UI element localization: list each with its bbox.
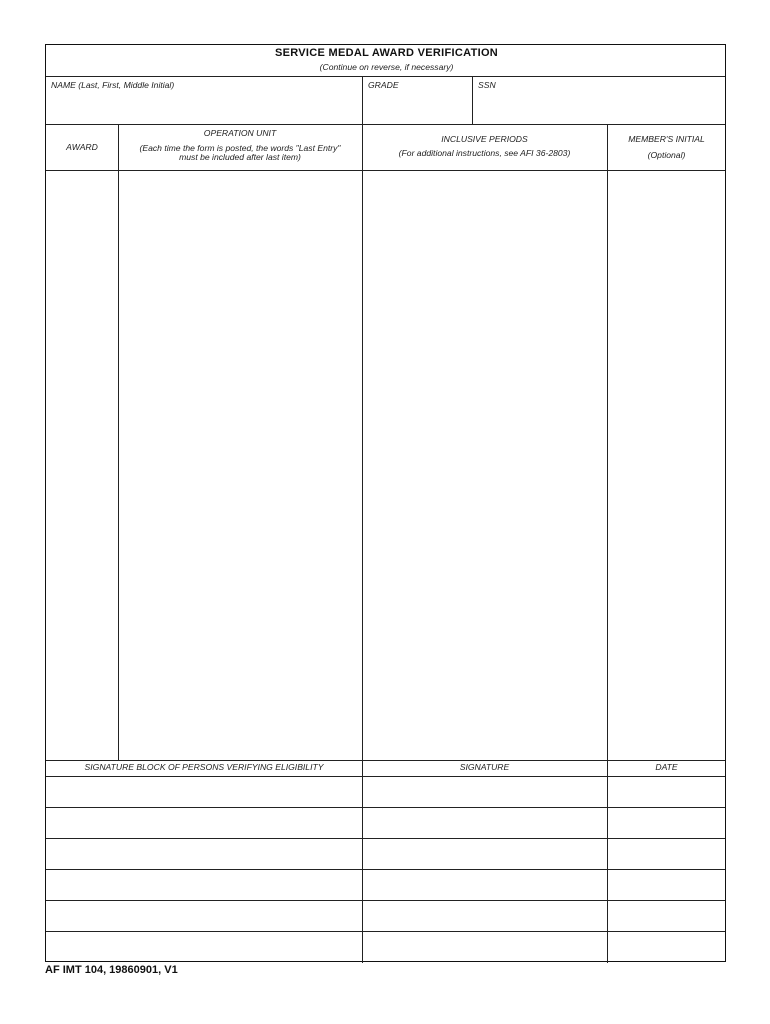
signature-header-divider — [46, 776, 725, 777]
operation-unit-column-divider — [362, 124, 363, 963]
service-medal-award-verification-form — [45, 44, 726, 962]
date-row-1[interactable] — [609, 778, 724, 806]
signature-row-6[interactable] — [364, 933, 605, 960]
date-row-4[interactable] — [609, 871, 724, 899]
signature-row-divider-5 — [46, 931, 725, 932]
members-initial-column-header: MEMBER'S INITIAL — [628, 134, 705, 144]
operation-unit-entries-area[interactable] — [120, 172, 360, 758]
date-row-6[interactable] — [609, 933, 724, 960]
date-row-3[interactable] — [609, 840, 724, 868]
name-row-divider — [46, 124, 725, 125]
signature-row-divider-1 — [46, 807, 725, 808]
signature-block-row-2[interactable] — [48, 809, 360, 837]
inclusive-periods-entries-area[interactable] — [364, 172, 605, 758]
signature-block-row-3[interactable] — [48, 840, 360, 868]
periods-column-divider — [607, 124, 608, 963]
date-row-5[interactable] — [609, 902, 724, 930]
signature-block-row-1[interactable] — [48, 778, 360, 806]
ssn-field[interactable] — [474, 92, 724, 122]
signature-block-row-6[interactable] — [48, 933, 360, 960]
form-number-footer: AF IMT 104, 19860901, V1 — [45, 964, 178, 976]
signature-row-divider-3 — [46, 869, 725, 870]
signature-row-divider-2 — [46, 838, 725, 839]
signature-row-4[interactable] — [364, 871, 605, 899]
signature-block-row-4[interactable] — [48, 871, 360, 899]
operation-unit-note-line-2: must be included after last item) — [179, 152, 301, 162]
signature-row-5[interactable] — [364, 902, 605, 930]
name-field[interactable] — [48, 92, 360, 122]
signature-block-row-5[interactable] — [48, 902, 360, 930]
grade-ssn-divider — [472, 76, 473, 124]
form-subtitle: (Continue on reverse, if necessary) — [319, 62, 454, 72]
date-header: DATE — [655, 762, 678, 772]
signature-row-1[interactable] — [364, 778, 605, 806]
award-column-divider — [118, 124, 119, 760]
grade-field[interactable] — [364, 92, 470, 122]
members-initial-entries-area[interactable] — [609, 172, 724, 758]
award-column-header: AWARD — [66, 142, 98, 152]
signature-header: SIGNATURE — [459, 762, 510, 772]
entries-bottom-divider — [46, 760, 725, 761]
date-row-2[interactable] — [609, 809, 724, 837]
grade-label: GRADE — [368, 80, 399, 90]
title-divider — [46, 76, 725, 77]
signature-block-header: SIGNATURE BLOCK OF PERSONS VERIFYING ELIGIBILITY — [84, 762, 324, 772]
members-initial-note: (Optional) — [647, 150, 686, 160]
name-grade-divider — [362, 76, 363, 124]
ssn-label: SSN — [478, 80, 496, 90]
operation-unit-note-line-1: (Each time the form is posted, the words "Last Entry" — [139, 143, 341, 153]
inclusive-periods-note: (For additional instructions, see AFI 36-2803) — [398, 148, 571, 158]
operation-unit-column-header: OPERATION UNIT — [203, 128, 277, 138]
signature-row-2[interactable] — [364, 809, 605, 837]
column-header-divider — [46, 170, 725, 171]
award-entries-area[interactable] — [48, 172, 116, 758]
signature-row-divider-4 — [46, 900, 725, 901]
form-title: SERVICE MEDAL AWARD VERIFICATION — [274, 47, 499, 59]
inclusive-periods-column-header: INCLUSIVE PERIODS — [441, 134, 528, 144]
name-label: NAME (Last, First, Middle Initial) — [51, 80, 175, 90]
signature-row-3[interactable] — [364, 840, 605, 868]
